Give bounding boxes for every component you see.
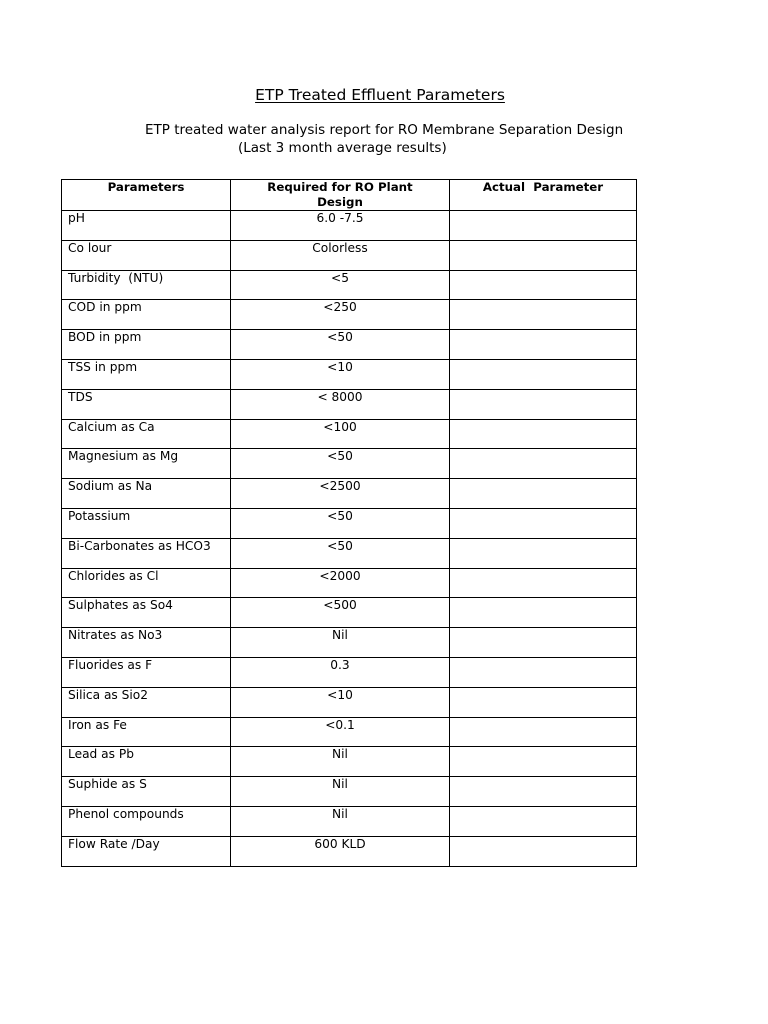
table-row (62, 717, 637, 747)
actual-value-cell (450, 419, 637, 449)
table-row (62, 598, 637, 628)
required-value-cell: <5 (231, 270, 450, 300)
actual-value-cell (450, 211, 637, 241)
actual-value-cell (450, 508, 637, 538)
required-value-cell: Nil (231, 806, 450, 836)
parameter-name-cell: Sulphates as So4 (62, 598, 231, 628)
actual-value-cell (450, 806, 637, 836)
table-body (62, 211, 637, 867)
parameter-name-cell: Potassium (62, 508, 231, 538)
table-row (62, 389, 637, 419)
parameter-name-cell: Flow Rate /Day (62, 836, 231, 866)
parameters-table (61, 179, 637, 867)
table-row (62, 211, 637, 241)
actual-value-cell (450, 777, 637, 807)
required-value-cell: 6.0 -7.5 (231, 211, 450, 241)
actual-value-cell (450, 687, 637, 717)
required-value-cell: <50 (231, 330, 450, 360)
required-value-cell: <50 (231, 538, 450, 568)
required-value-cell: < 8000 (231, 389, 450, 419)
actual-value-cell (450, 747, 637, 777)
table-row (62, 419, 637, 449)
table-row (62, 479, 637, 509)
required-value-cell: <2500 (231, 479, 450, 509)
required-value-cell: Colorless (231, 240, 450, 270)
report-period-note: (Last 3 month average results) (238, 140, 447, 156)
actual-value-cell (450, 270, 637, 300)
header-parameters: Parameters (62, 180, 231, 211)
table-row (62, 777, 637, 807)
table-row (62, 449, 637, 479)
parameter-name-cell: Sodium as Na (62, 479, 231, 509)
parameter-name-cell: Bi-Carbonates as HCO3 (62, 538, 231, 568)
actual-value-cell (450, 240, 637, 270)
parameter-name-cell: Fluorides as F (62, 657, 231, 687)
actual-value-cell (450, 300, 637, 330)
header-actual: Actual Parameter (450, 180, 637, 211)
table-row (62, 359, 637, 389)
table-row (62, 508, 637, 538)
required-value-cell: 0.3 (231, 657, 450, 687)
required-value-cell: Nil (231, 628, 450, 658)
actual-value-cell (450, 628, 637, 658)
table-row (62, 836, 637, 866)
header-required-line2: Design (317, 195, 363, 209)
table-row (62, 657, 637, 687)
actual-value-cell (450, 359, 637, 389)
actual-value-cell (450, 568, 637, 598)
parameter-name-cell: Iron as Fe (62, 717, 231, 747)
required-value-cell: <10 (231, 359, 450, 389)
table-row (62, 538, 637, 568)
actual-value-cell (450, 836, 637, 866)
table-row (62, 568, 637, 598)
table-row (62, 270, 637, 300)
table-row (62, 628, 637, 658)
table-row (62, 747, 637, 777)
table-row (62, 330, 637, 360)
table-row (62, 300, 637, 330)
table-row (62, 687, 637, 717)
parameter-name-cell: pH (62, 211, 231, 241)
parameter-name-cell: Silica as Sio2 (62, 687, 231, 717)
parameter-name-cell: Chlorides as Cl (62, 568, 231, 598)
header-required (231, 180, 450, 211)
parameter-name-cell: BOD in ppm (62, 330, 231, 360)
required-value-cell: <2000 (231, 568, 450, 598)
actual-value-cell (450, 538, 637, 568)
table-row (62, 240, 637, 270)
parameter-name-cell: TDS (62, 389, 231, 419)
actual-value-cell (450, 479, 637, 509)
required-value-cell: Nil (231, 777, 450, 807)
parameter-name-cell: Turbidity (NTU) (62, 270, 231, 300)
parameter-name-cell: Co lour (62, 240, 231, 270)
required-value-cell: <50 (231, 508, 450, 538)
actual-value-cell (450, 657, 637, 687)
parameter-name-cell: COD in ppm (62, 300, 231, 330)
parameter-name-cell: Lead as Pb (62, 747, 231, 777)
actual-value-cell (450, 598, 637, 628)
parameter-name-cell: TSS in ppm (62, 359, 231, 389)
actual-value-cell (450, 389, 637, 419)
document-title: ETP Treated Effluent Parameters (255, 86, 505, 104)
required-value-cell: <0.1 (231, 717, 450, 747)
report-subtitle: ETP treated water analysis report for RO Membrane Separation Design (145, 122, 624, 138)
header-required-line1: Required for RO Plant (267, 180, 413, 194)
parameter-name-cell: Phenol compounds (62, 806, 231, 836)
required-value-cell: Nil (231, 747, 450, 777)
required-value-cell: <100 (231, 419, 450, 449)
actual-value-cell (450, 449, 637, 479)
table-header-row (62, 180, 637, 211)
parameter-name-cell: Calcium as Ca (62, 419, 231, 449)
required-value-cell: <10 (231, 687, 450, 717)
actual-value-cell (450, 330, 637, 360)
required-value-cell: <250 (231, 300, 450, 330)
table-row (62, 806, 637, 836)
actual-value-cell (450, 717, 637, 747)
parameter-name-cell: Nitrates as No3 (62, 628, 231, 658)
required-value-cell: <50 (231, 449, 450, 479)
parameter-name-cell: Suphide as S (62, 777, 231, 807)
parameter-name-cell: Magnesium as Mg (62, 449, 231, 479)
required-value-cell: <500 (231, 598, 450, 628)
required-value-cell: 600 KLD (231, 836, 450, 866)
